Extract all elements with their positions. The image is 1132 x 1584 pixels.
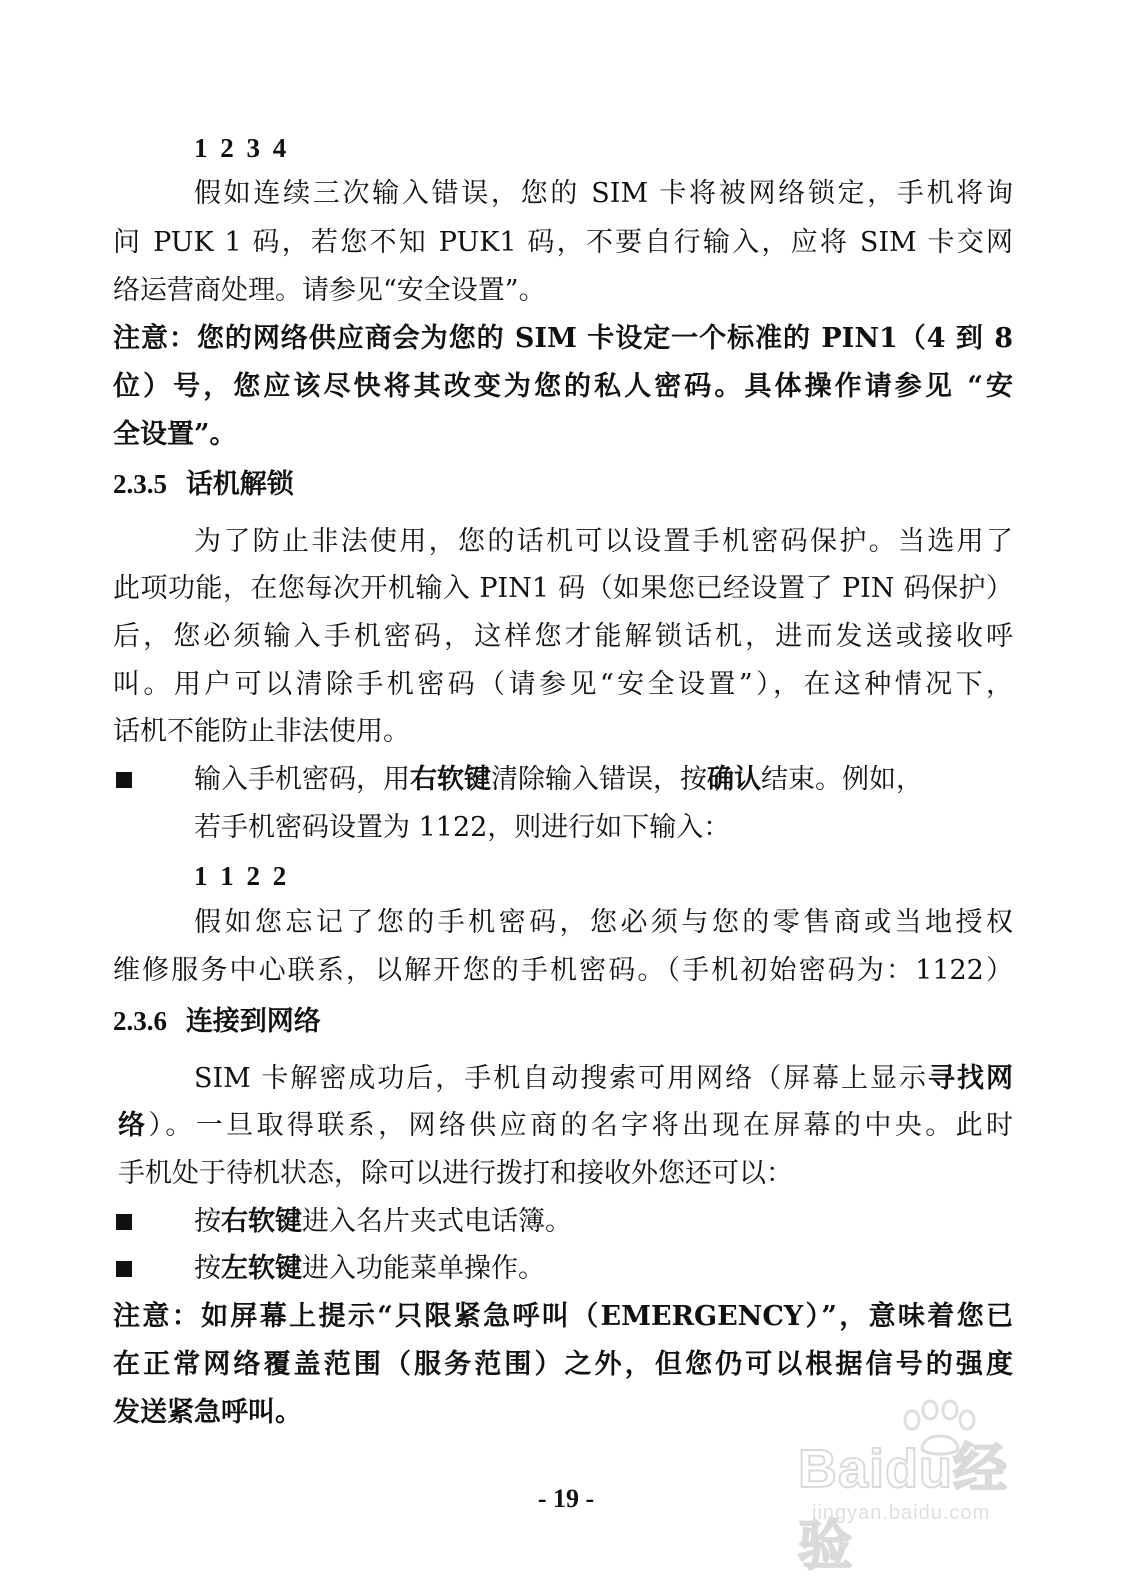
bullet-item bbox=[194, 1251, 1094, 1287]
bullet-item bbox=[194, 762, 1094, 798]
code-example-1122: 1 1 2 2 bbox=[194, 861, 290, 891]
section-heading-2-3-6 bbox=[113, 1003, 1013, 1040]
paragraph-line: 此项功能，在您每次开机输入 PIN1 码（如果您已经设置了 PIN 码保护） bbox=[113, 573, 1013, 604]
paragraph-line: 假如连续三次输入错误，您的 SIM 卡将被网络锁定，手机将询 bbox=[194, 178, 1013, 209]
paragraph-line: 假如您忘记了您的手机密码，您必须与您的零售商或当地授权 bbox=[194, 907, 1013, 938]
key-right-soft: 右软键 bbox=[221, 1206, 302, 1237]
paragraph-line: 叫。用户可以清除手机密码（请参见“安全设置”），在这种情况下， bbox=[113, 669, 1013, 700]
bullet-item-continued: 若手机密码设置为 1122，则进行如下输入： bbox=[194, 812, 731, 843]
bullet-text: 进入功能菜单操作。 bbox=[302, 1253, 545, 1284]
bullet-item bbox=[194, 1204, 1094, 1240]
section-number: 2.3.5 bbox=[113, 469, 167, 499]
key-left-soft: 左软键 bbox=[221, 1253, 302, 1284]
paragraph-text: SIM 卡解密成功后，手机自动搜索可用网络（屏幕上显示 bbox=[194, 1063, 929, 1094]
bullet-square-icon bbox=[116, 772, 132, 788]
ui-term: 寻找网 bbox=[928, 1063, 1014, 1094]
ui-term: 络 bbox=[118, 1110, 149, 1141]
bullet-text: 按 bbox=[194, 1206, 221, 1237]
bullet-square-icon bbox=[116, 1261, 132, 1277]
note-line: 发送紧急呼叫。 bbox=[113, 1397, 302, 1428]
note-line: 全设置”。 bbox=[113, 419, 237, 450]
bullet-text: 输入手机密码，用 bbox=[194, 764, 410, 795]
watermark-url: jingyan.baidu.com bbox=[812, 1502, 991, 1524]
paragraph-text: ）。一旦取得联系，网络供应商的名字将出现在屏幕的中央。此时 bbox=[148, 1110, 1014, 1141]
paragraph-line bbox=[118, 1108, 1013, 1144]
paragraph-line: 为了防止非法使用，您的话机可以设置手机密码保护。当选用了 bbox=[194, 526, 1013, 557]
note-line: 位）号，您应该尽快将其改变为您的私人密码。具体操作请参见 “安 bbox=[113, 371, 1013, 402]
paragraph-line: 手机处于待机状态，除可以进行拨打和接收外您还可以： bbox=[118, 1158, 793, 1189]
key-right-soft: 右软键 bbox=[410, 764, 491, 795]
bullet-square-icon bbox=[116, 1214, 132, 1230]
paragraph-line: 络运营商处理。请参见“安全设置”。 bbox=[113, 275, 546, 306]
note-line: 注意：如屏幕上提示“只限紧急呼叫（EMERGENCY）”，意味着您已 bbox=[113, 1301, 1013, 1332]
bullet-text: 按 bbox=[194, 1253, 221, 1284]
note-line: 在正常网络覆盖范围（服务范围）之外，但您仍可以根据信号的强度 bbox=[113, 1349, 1013, 1380]
key-confirm: 确认 bbox=[707, 764, 761, 795]
paragraph-line: 话机不能防止非法使用。 bbox=[113, 716, 410, 747]
code-example-1234: 1 2 3 4 bbox=[194, 133, 290, 163]
bullet-text: 进入名片夹式电话簿。 bbox=[302, 1206, 572, 1237]
note-line: 注意：您的网络供应商会为您的 SIM 卡设定一个标准的 PIN1（4 到 8 bbox=[113, 323, 1013, 354]
bullet-text: 清除输入错误，按 bbox=[491, 764, 707, 795]
section-title: 连接到网络 bbox=[185, 1006, 321, 1037]
paragraph-line: 维修服务中心联系，以解开您的手机密码。（手机初始密码为：1122） bbox=[113, 955, 1013, 986]
paragraph-line: 问 PUK 1 码，若您不知 PUK1 码，不要自行输入，应将 SIM 卡交网 bbox=[113, 227, 1013, 258]
bullet-text: 结束。例如， bbox=[761, 764, 923, 795]
watermark-brand: Baidu经验 bbox=[798, 1439, 1009, 1576]
section-title: 话机解锁 bbox=[185, 469, 294, 500]
paragraph-line: 后，您必须输入手机密码，这样您才能解锁话机，进而发送或接收呼 bbox=[113, 621, 1013, 652]
section-number: 2.3.6 bbox=[113, 1006, 167, 1036]
page-number: - 19 - bbox=[537, 1484, 595, 1513]
baidu-jingyan-watermark bbox=[782, 1398, 1052, 1576]
paragraph-line bbox=[194, 1061, 1013, 1097]
section-heading-2-3-5 bbox=[113, 466, 1013, 503]
